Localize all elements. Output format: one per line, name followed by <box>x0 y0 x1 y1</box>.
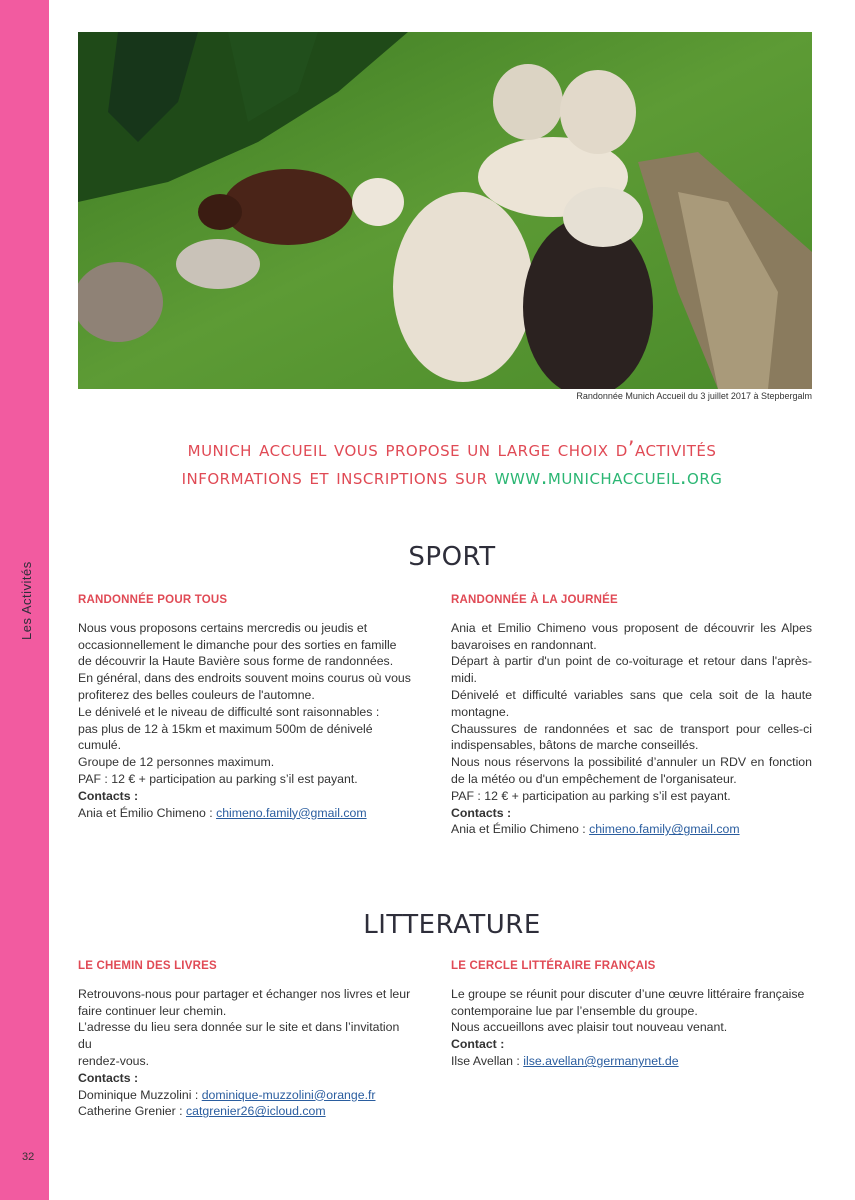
sport-left-line: Le dénivelé et le niveau de difficulté sont raisonnables : <box>78 704 380 719</box>
contact-name: Ania et Émilio Chimeno : <box>78 805 217 820</box>
litterature-right-line: Le groupe se réunit pour discuter d’une œuvre littéraire française <box>451 986 805 1001</box>
photo-caption: Randonnée Munich Accueil du 3 juillet 2017 à Stepbergalm <box>576 391 812 401</box>
litterature-left-line: Retrouvons-nous pour partager et échanger nos livres et leur <box>78 986 411 1001</box>
website-link[interactable]: www.munichaccueil.org <box>494 465 723 489</box>
email-link[interactable]: chimeno.family@gmail.com <box>216 805 367 820</box>
sport-left-column <box>78 592 413 821</box>
sport-left-line: Groupe de 12 personnes maximum. <box>78 755 275 770</box>
sport-left-line: de découvrir la Haute Bavière sous forme de randonnées. <box>78 654 394 669</box>
sport-right-line: Chaussures de randonnées et sac de transport pour celles-ci indispensables, bâtons de marche conseillés. <box>451 721 812 753</box>
sheep-on-hillside-image <box>78 32 812 389</box>
litterature-left-line: L’adresse du lieu sera donnée sur le site et dans l’invitation du <box>78 1020 400 1052</box>
contact-name: Dominique Muzzolini : <box>78 1087 202 1102</box>
sport-left-line: Nous vous proposons certains mercredis ou jeudis et <box>78 620 368 635</box>
hike-photo <box>78 32 812 389</box>
headline-line-2 <box>49 465 855 489</box>
litterature-left-subtitle: LE CHEMIN DES LIVRES <box>78 960 217 972</box>
contact-name: Catherine Grenier : <box>78 1104 186 1119</box>
email-link[interactable]: chimeno.family@gmail.com <box>589 822 740 837</box>
headline-prefix: informations et inscriptions sur <box>181 465 495 489</box>
contact-name: Ania et Émilio Chimeno : <box>451 822 590 837</box>
litterature-right-subtitle: LE CERCLE LITTÉRAIRE FRANÇAIS <box>451 960 656 972</box>
litterature-left-column <box>78 958 413 1120</box>
sport-left-line: PAF : 12 € + participation au parking s’il est payant. <box>78 771 358 786</box>
headline-line-1: munich accueil vous propose un large choix d’activités <box>187 437 717 461</box>
email-link[interactable]: ilse.avellan@germanynet.de <box>523 1053 679 1068</box>
sport-left-contacts-label: Contacts : <box>78 788 139 803</box>
litterature-right-line: contemporaine lue par l’ensemble du groupe. <box>451 1003 698 1018</box>
litterature-left-line: rendez-vous. <box>78 1053 150 1068</box>
email-link[interactable]: dominique-muzzolini@orange.fr <box>201 1087 376 1102</box>
sport-right-line: Dénivelé et difficulté variables sans que cela soit de la haute montagne. <box>451 687 812 719</box>
sport-right-contacts-label: Contacts : <box>451 805 512 820</box>
sport-right-line: Départ à partir d'un point de co-voiturage et retour dans l'après-midi. <box>451 654 812 686</box>
litterature-left-line: faire continuer leur chemin. <box>78 1003 227 1018</box>
sport-section-title: SPORT <box>408 542 496 572</box>
litterature-right-contacts-label: Contact : <box>451 1037 505 1052</box>
sport-left-contact <box>78 805 413 822</box>
sport-right-contact <box>451 821 812 838</box>
sport-left-line: occasionnellement le dimanche pour des sorties en famille <box>78 637 397 652</box>
section-side-label: Les Activités <box>19 561 34 640</box>
sport-right-line: Ania et Emilio Chimeno vous proposent de découvrir les Alpes bavaroises en randonnant. <box>451 620 812 652</box>
sport-left-line: pas plus de 12 à 15km et maximum 500m de dénivelé cumulé. <box>78 721 373 753</box>
litterature-right-contact <box>451 1053 812 1070</box>
litterature-left-contact-1 <box>78 1087 413 1104</box>
contact-name: Ilse Avellan : <box>451 1053 524 1068</box>
sport-right-column <box>451 592 812 838</box>
sport-left-line: profiterez des belles couleurs de l'automne. <box>78 687 315 702</box>
litterature-left-contacts-label: Contacts : <box>78 1070 139 1085</box>
sport-right-line: PAF : 12 € + participation au parking s’il est payant. <box>451 788 731 803</box>
page-number: 32 <box>22 1151 35 1163</box>
litterature-right-column <box>451 958 812 1070</box>
litterature-section-title: LITTERATURE <box>363 910 541 940</box>
litterature-left-contact-2 <box>78 1103 413 1120</box>
litterature-right-line: Nous accueillons avec plaisir tout nouveau venant. <box>451 1020 728 1035</box>
sport-right-subtitle: RANDONNÉE À LA JOURNÉE <box>451 594 618 606</box>
sport-left-subtitle: RANDONNÉE POUR TOUS <box>78 594 228 606</box>
sport-right-line: Nous nous réservons la possibilité d’annuler un RDV en fonction de la météo ou d'un empêchement de l'organisateur. <box>451 755 812 786</box>
email-link[interactable]: catgrenier26@icloud.com <box>186 1104 326 1119</box>
sport-left-line: En général, dans des endroits souvent moins courus où vous <box>78 671 411 686</box>
